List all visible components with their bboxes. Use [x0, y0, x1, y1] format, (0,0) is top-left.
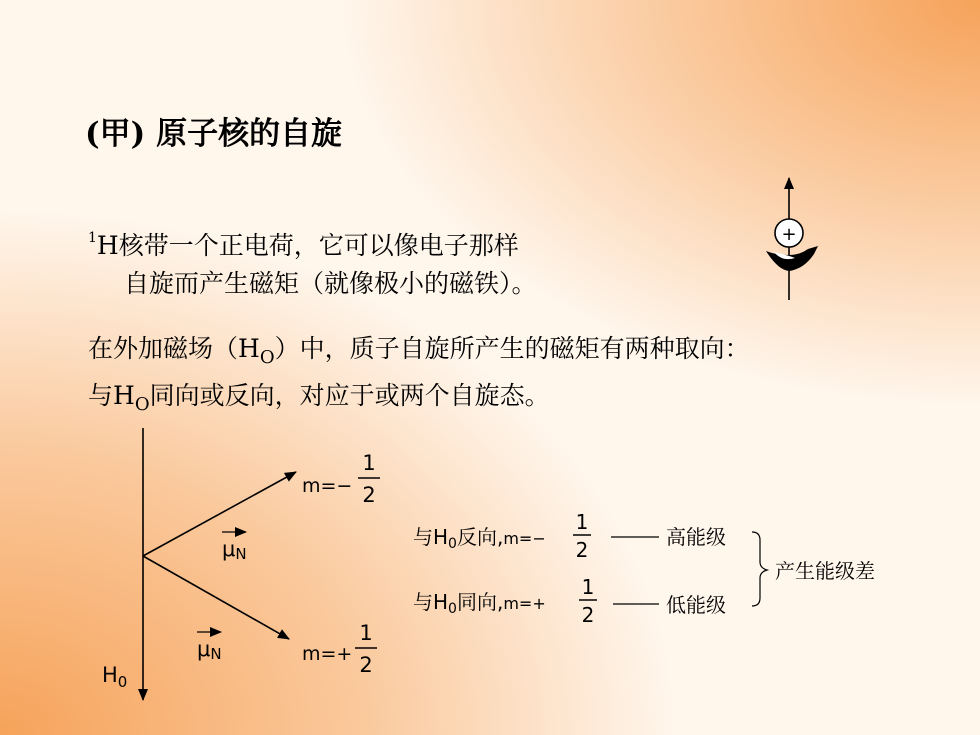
spinning-proton-icon: [766, 178, 818, 300]
level-text: 与$H_0$反向,m=−: [413, 525, 546, 552]
fraction-denominator: 2: [581, 603, 595, 627]
m-text: m=+: [302, 643, 353, 665]
paragraph-line: 自旋而产生磁矩（就像极小的磁铁）。: [124, 269, 537, 298]
high-energy-level-label: 高能级: [666, 525, 726, 549]
field-label: $H_0$: [102, 663, 128, 691]
isotope-superscript: 1: [88, 230, 97, 246]
lower-moment-arrow: [143, 556, 289, 639]
lower-m-label: [302, 621, 377, 677]
paragraph-text: ）中，质子自旋所产生的磁矩有两种取向：: [274, 334, 750, 363]
fraction-numerator: 1: [362, 451, 376, 475]
energy-difference-label: 产生能级差: [775, 559, 875, 583]
paragraph-text: 与H: [88, 381, 135, 410]
upper-mu-label: [222, 532, 247, 563]
paragraph-text: H核带一个正电荷，它可以像电子那样: [96, 231, 519, 260]
upper-moment-arrow: [143, 472, 296, 556]
field-subscript: O: [134, 394, 150, 415]
mu-text: μN: [222, 537, 247, 563]
fraction-denominator: 2: [359, 653, 373, 677]
mu-text: μN: [197, 637, 222, 663]
m-text: m=−: [302, 475, 353, 497]
fraction-denominator: 2: [575, 538, 589, 562]
fraction-numerator: 1: [581, 575, 595, 599]
upper-m-label: [302, 451, 380, 507]
fraction-numerator: 1: [359, 621, 373, 645]
low-energy-level-label: 低能级: [666, 593, 726, 617]
fraction-numerator: 1: [575, 510, 589, 534]
paragraph-text: 同向或反向，对应于或两个自旋态。: [149, 381, 550, 410]
upper-level-statement: [413, 510, 726, 562]
field-subscript: O: [259, 347, 275, 368]
positive-charge-symbol: +: [781, 224, 797, 245]
lower-level-statement: [413, 575, 726, 627]
slide-title: (甲) 原子核的自旋: [85, 116, 343, 152]
curly-brace-icon: [752, 532, 767, 606]
fraction-denominator: 2: [362, 483, 376, 507]
lower-mu-label: [197, 632, 222, 663]
paragraph-text: 在外加磁场（H: [88, 334, 260, 363]
level-text: 与$H_0$同向,m=+: [413, 590, 546, 617]
